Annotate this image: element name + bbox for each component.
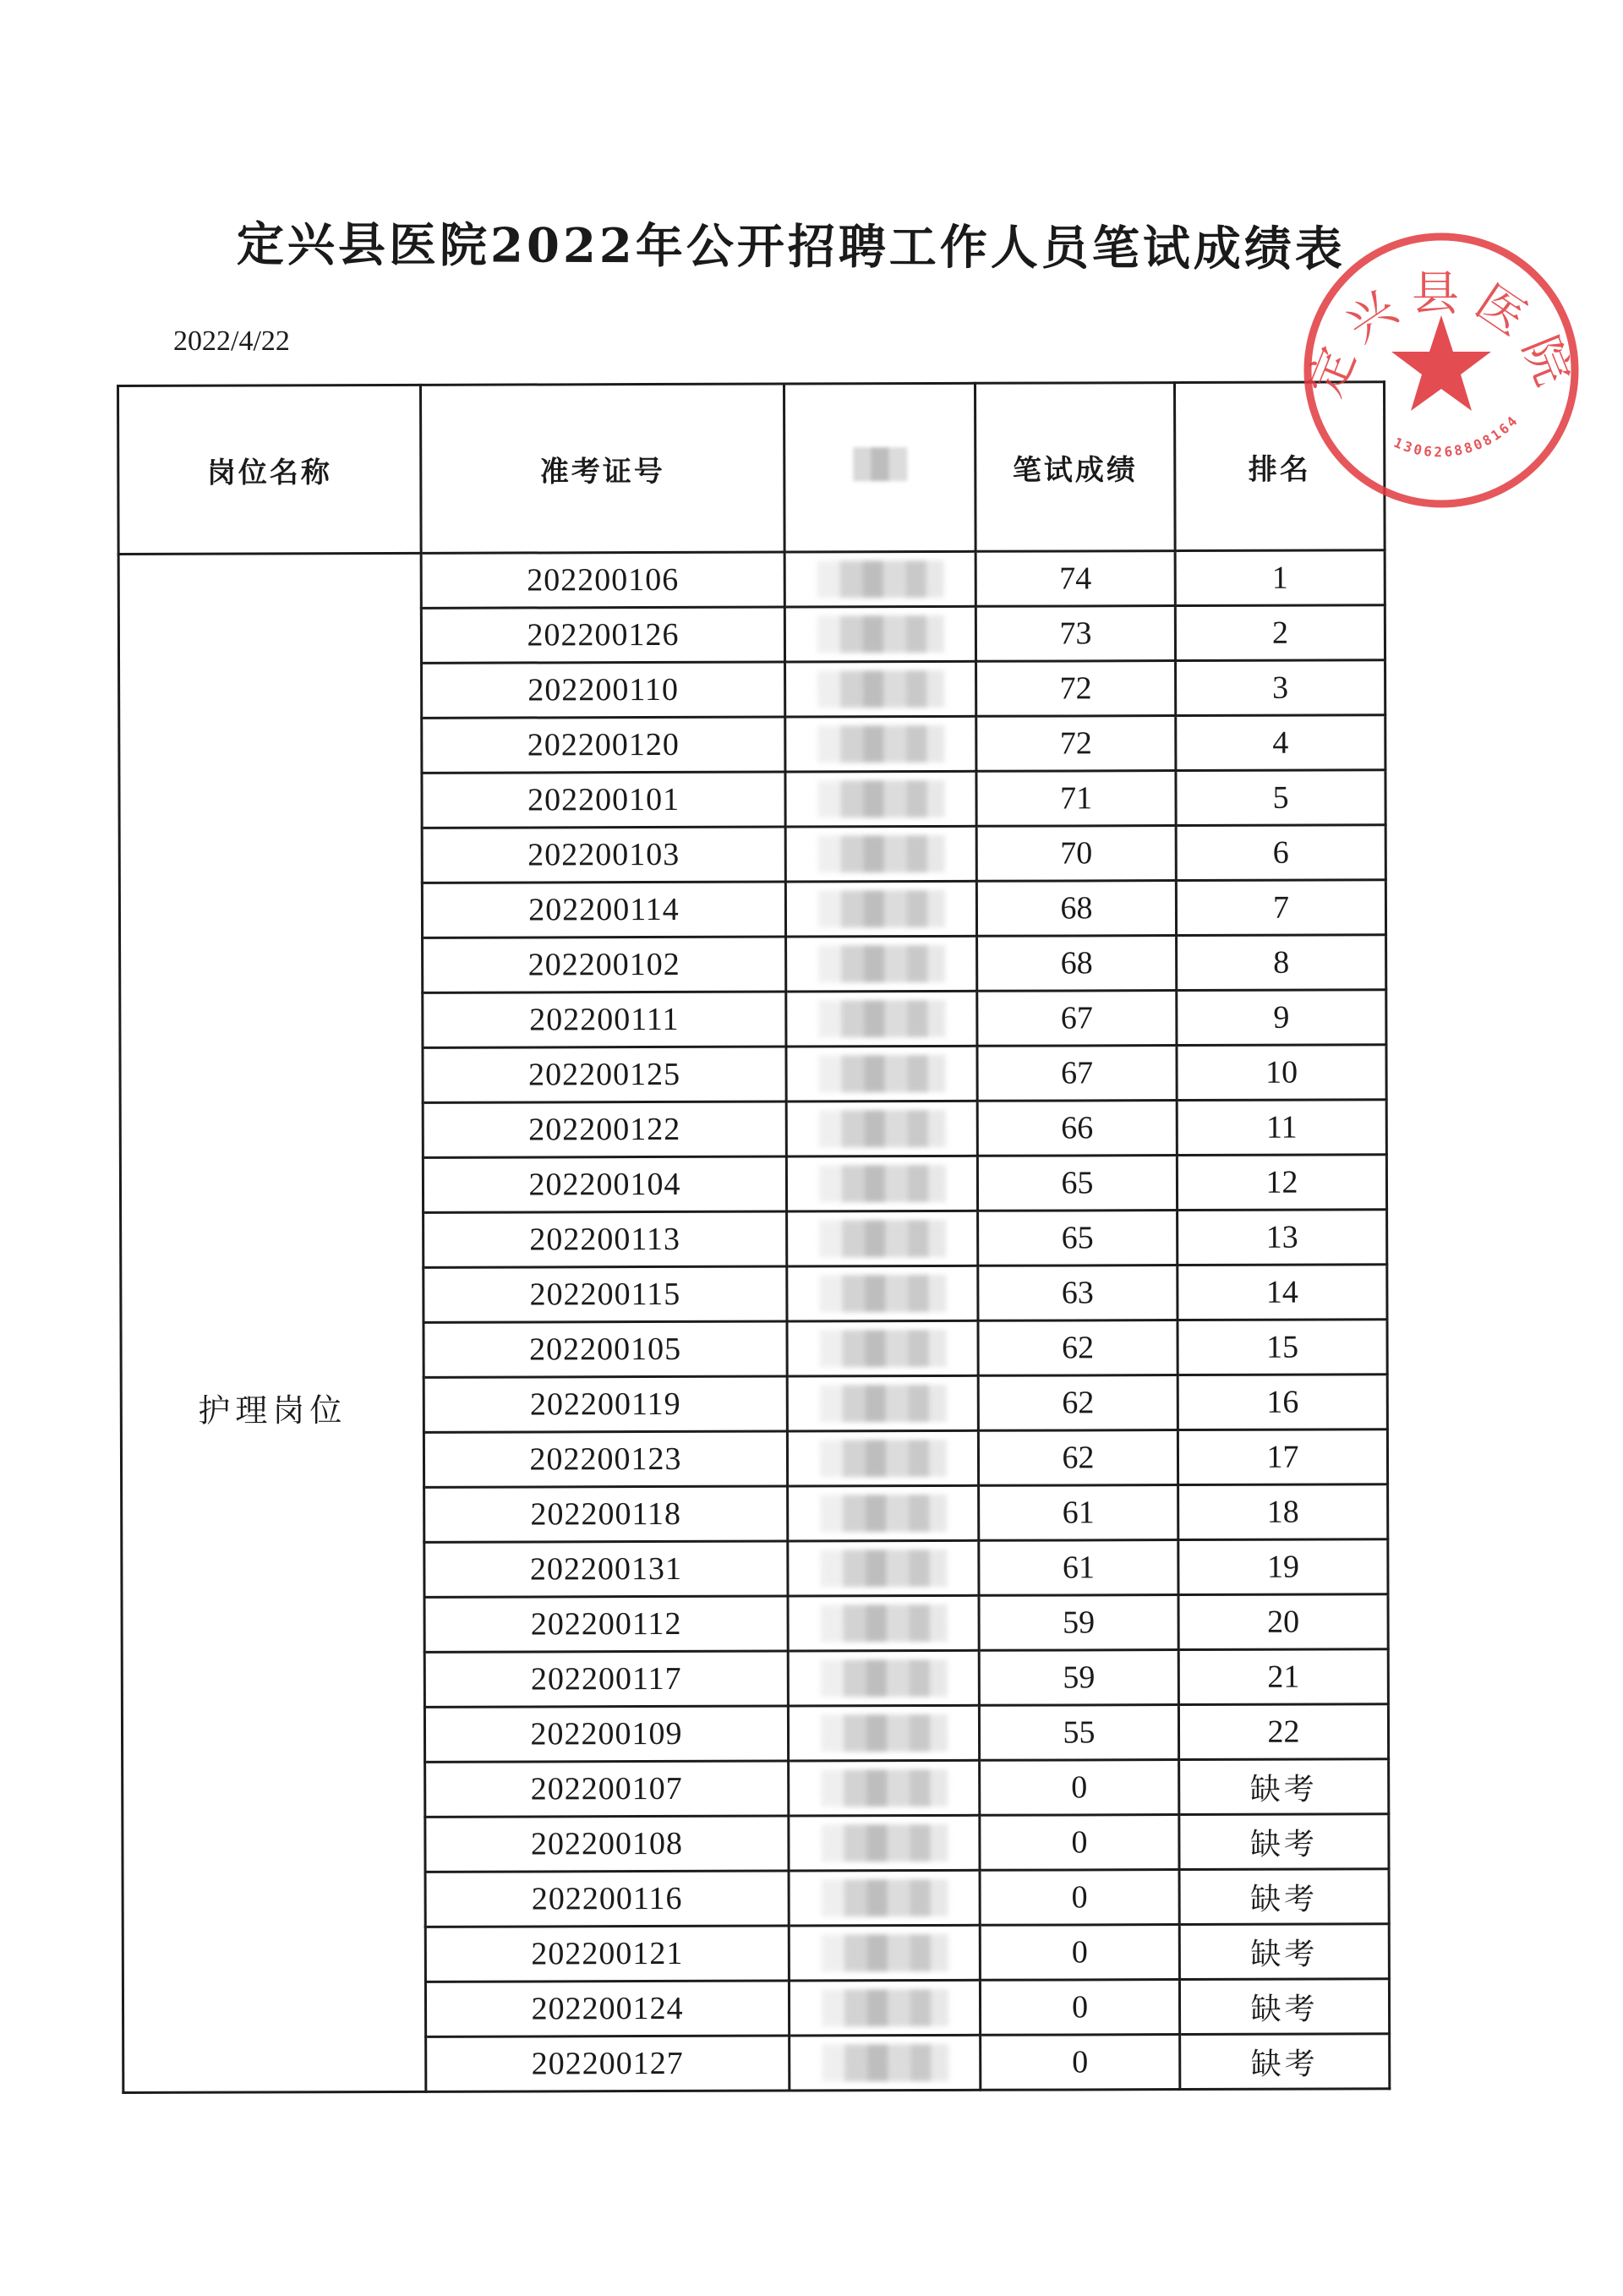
name-cell-redacted xyxy=(787,1375,978,1431)
name-cell-redacted xyxy=(785,771,976,827)
header-post-name: 岗位名称 xyxy=(118,385,422,554)
redacted-block xyxy=(819,1330,946,1367)
redacted-block xyxy=(853,447,907,481)
rank-cell: 13 xyxy=(1178,1210,1387,1266)
name-cell-redacted xyxy=(788,1595,979,1651)
exam-id-cell: 202200108 xyxy=(425,1816,789,1872)
rank-cell: 8 xyxy=(1177,935,1386,991)
name-cell-redacted xyxy=(785,716,976,772)
name-cell-redacted xyxy=(790,2035,981,2091)
exam-id-cell: 202200101 xyxy=(422,772,785,828)
score-cell: 74 xyxy=(975,551,1175,607)
rank-cell: 18 xyxy=(1178,1484,1388,1540)
score-cell: 62 xyxy=(978,1430,1178,1486)
score-cell: 55 xyxy=(979,1705,1178,1761)
redacted-block xyxy=(818,1055,945,1092)
exam-id-cell: 202200117 xyxy=(424,1651,788,1707)
rank-cell: 19 xyxy=(1178,1539,1388,1595)
redacted-block xyxy=(820,1604,947,1642)
rank-cell: 17 xyxy=(1178,1430,1387,1485)
rank-cell: 缺考 xyxy=(1179,1814,1389,1870)
table-body xyxy=(118,550,1390,2093)
exam-id-cell: 202200102 xyxy=(423,937,786,992)
document-title: 定兴县医院2022年公开招聘工作人员笔试成绩表 xyxy=(236,216,1346,277)
exam-id-cell: 202200131 xyxy=(424,1541,788,1597)
redacted-block xyxy=(821,1934,948,1971)
redacted-block xyxy=(822,2044,948,2081)
score-table-wrapper xyxy=(117,380,1391,2094)
redacted-block xyxy=(818,1000,945,1037)
redacted-block xyxy=(819,1385,946,1422)
name-cell-redacted xyxy=(788,1650,979,1706)
rank-cell: 5 xyxy=(1176,770,1385,826)
redacted-block xyxy=(820,1550,947,1587)
rank-cell: 22 xyxy=(1178,1704,1388,1760)
exam-id-cell: 202200104 xyxy=(423,1156,786,1212)
exam-id-cell: 202200110 xyxy=(422,662,785,718)
score-cell: 68 xyxy=(976,881,1176,937)
rank-cell: 缺考 xyxy=(1179,1979,1389,2035)
exam-id-cell: 202200125 xyxy=(423,1047,786,1102)
redacted-block xyxy=(819,1275,946,1312)
rank-cell: 16 xyxy=(1178,1375,1387,1430)
score-cell: 72 xyxy=(976,661,1176,717)
score-cell: 67 xyxy=(977,991,1177,1047)
redacted-block xyxy=(817,780,944,817)
name-cell-redacted xyxy=(786,1156,977,1211)
name-cell-redacted xyxy=(784,551,975,607)
post-name-cell: 护理岗位 xyxy=(118,553,426,2092)
score-cell: 62 xyxy=(978,1320,1178,1376)
name-cell-redacted xyxy=(787,1211,978,1266)
name-cell-redacted xyxy=(789,1760,980,1816)
exam-id-cell: 202200105 xyxy=(424,1321,787,1377)
name-cell-redacted xyxy=(784,606,975,662)
score-cell: 0 xyxy=(980,1925,1179,1981)
score-cell: 70 xyxy=(976,826,1176,882)
redacted-block xyxy=(818,1110,945,1147)
exam-id-cell: 202200123 xyxy=(424,1431,787,1487)
score-cell: 71 xyxy=(976,771,1176,827)
exam-id-cell: 202200115 xyxy=(424,1266,787,1322)
rank-cell: 缺考 xyxy=(1180,2034,1390,2090)
redacted-block xyxy=(817,560,943,598)
score-cell: 59 xyxy=(979,1595,1178,1651)
header-name-redacted xyxy=(784,383,976,552)
name-cell-redacted xyxy=(785,661,976,717)
redacted-block xyxy=(821,1824,948,1861)
rank-cell: 9 xyxy=(1177,990,1386,1046)
exam-id-cell: 202200122 xyxy=(423,1102,786,1157)
rank-cell: 缺考 xyxy=(1179,1869,1389,1925)
redacted-block xyxy=(820,1714,947,1752)
score-cell: 65 xyxy=(977,1156,1177,1211)
redacted-block xyxy=(819,1440,946,1477)
redacted-block xyxy=(817,615,943,653)
redacted-block xyxy=(820,1495,947,1532)
rank-cell: 10 xyxy=(1177,1045,1386,1101)
seal-text: 定兴县医院 xyxy=(1298,266,1585,405)
score-cell: 67 xyxy=(977,1046,1177,1102)
rank-cell: 12 xyxy=(1177,1155,1386,1211)
table-row xyxy=(118,550,1385,610)
header-exam-id: 准考证号 xyxy=(421,384,785,553)
exam-id-cell: 202200114 xyxy=(422,882,785,938)
redacted-block xyxy=(817,725,944,763)
score-cell: 0 xyxy=(980,1815,1179,1871)
redacted-block xyxy=(817,670,944,708)
score-cell: 0 xyxy=(980,1870,1179,1926)
redacted-block xyxy=(819,1220,946,1257)
name-cell-redacted xyxy=(786,936,977,992)
official-seal xyxy=(1298,227,1585,514)
score-cell: 61 xyxy=(979,1540,1178,1596)
rank-cell: 4 xyxy=(1176,715,1385,771)
name-cell-redacted xyxy=(788,1540,979,1596)
rank-cell: 2 xyxy=(1175,605,1385,661)
name-cell-redacted xyxy=(787,1430,978,1486)
name-cell-redacted xyxy=(789,1925,980,1981)
score-cell: 61 xyxy=(979,1485,1178,1541)
exam-id-cell: 202200113 xyxy=(424,1211,787,1267)
exam-id-cell: 202200106 xyxy=(421,552,784,608)
rank-cell: 21 xyxy=(1178,1649,1388,1705)
star-icon xyxy=(1391,315,1491,411)
rank-cell: 15 xyxy=(1178,1320,1387,1375)
redacted-block xyxy=(818,945,945,982)
redacted-block xyxy=(820,1659,947,1697)
table-header-row xyxy=(118,382,1385,555)
rank-cell: 缺考 xyxy=(1179,1759,1389,1815)
name-cell-redacted xyxy=(788,1485,979,1541)
score-cell: 62 xyxy=(978,1375,1178,1431)
rank-cell: 6 xyxy=(1176,825,1385,881)
name-cell-redacted xyxy=(787,1320,978,1376)
name-cell-redacted xyxy=(789,1980,980,2036)
score-cell: 73 xyxy=(975,606,1175,662)
score-cell: 66 xyxy=(977,1101,1177,1156)
rank-cell: 1 xyxy=(1175,550,1385,606)
exam-id-cell: 202200116 xyxy=(425,1871,789,1927)
exam-id-cell: 202200103 xyxy=(422,827,785,883)
document-date: 2022/4/22 xyxy=(173,325,290,357)
exam-id-cell: 202200111 xyxy=(423,992,786,1047)
score-table xyxy=(117,380,1391,2094)
name-cell-redacted xyxy=(786,1046,977,1102)
score-cell: 0 xyxy=(980,1760,1179,1816)
score-cell: 0 xyxy=(981,2035,1180,2091)
exam-id-cell: 202200121 xyxy=(425,1926,789,1982)
exam-id-cell: 202200124 xyxy=(425,1981,789,2036)
name-cell-redacted xyxy=(786,1101,977,1156)
score-cell: 59 xyxy=(979,1650,1178,1706)
seal-number: 1306268808164 xyxy=(1391,411,1522,461)
exam-id-cell: 202200118 xyxy=(424,1486,788,1542)
exam-id-cell: 202200112 xyxy=(424,1596,788,1652)
redacted-block xyxy=(818,1165,945,1202)
rank-cell: 20 xyxy=(1178,1594,1388,1650)
name-cell-redacted xyxy=(789,1870,980,1926)
redacted-block xyxy=(817,890,944,927)
redacted-block xyxy=(817,835,944,872)
name-cell-redacted xyxy=(786,991,977,1047)
score-cell: 72 xyxy=(976,716,1176,772)
rank-cell: 7 xyxy=(1176,880,1385,936)
header-score: 笔试成绩 xyxy=(975,383,1175,552)
score-cell: 0 xyxy=(980,1980,1179,2036)
rank-cell: 缺考 xyxy=(1179,1924,1389,1980)
exam-id-cell: 202200107 xyxy=(425,1761,789,1817)
rank-cell: 3 xyxy=(1176,660,1385,716)
rank-cell: 11 xyxy=(1177,1100,1386,1156)
score-cell: 65 xyxy=(978,1211,1178,1266)
header-rank: 排名 xyxy=(1174,382,1385,551)
rank-cell: 14 xyxy=(1178,1265,1387,1320)
name-cell-redacted xyxy=(785,826,976,882)
score-cell: 63 xyxy=(978,1266,1178,1321)
name-cell-redacted xyxy=(785,881,976,937)
exam-id-cell: 202200127 xyxy=(426,2036,790,2091)
redacted-block xyxy=(821,1989,948,2026)
redacted-block xyxy=(821,1769,948,1807)
exam-id-cell: 202200126 xyxy=(421,607,784,663)
score-cell: 68 xyxy=(977,936,1177,992)
redacted-block xyxy=(821,1879,948,1916)
name-cell-redacted xyxy=(789,1815,980,1871)
name-cell-redacted xyxy=(787,1266,978,1321)
exam-id-cell: 202200119 xyxy=(424,1376,787,1432)
exam-id-cell: 202200109 xyxy=(424,1706,788,1762)
exam-id-cell: 202200120 xyxy=(422,717,785,773)
name-cell-redacted xyxy=(788,1705,979,1761)
